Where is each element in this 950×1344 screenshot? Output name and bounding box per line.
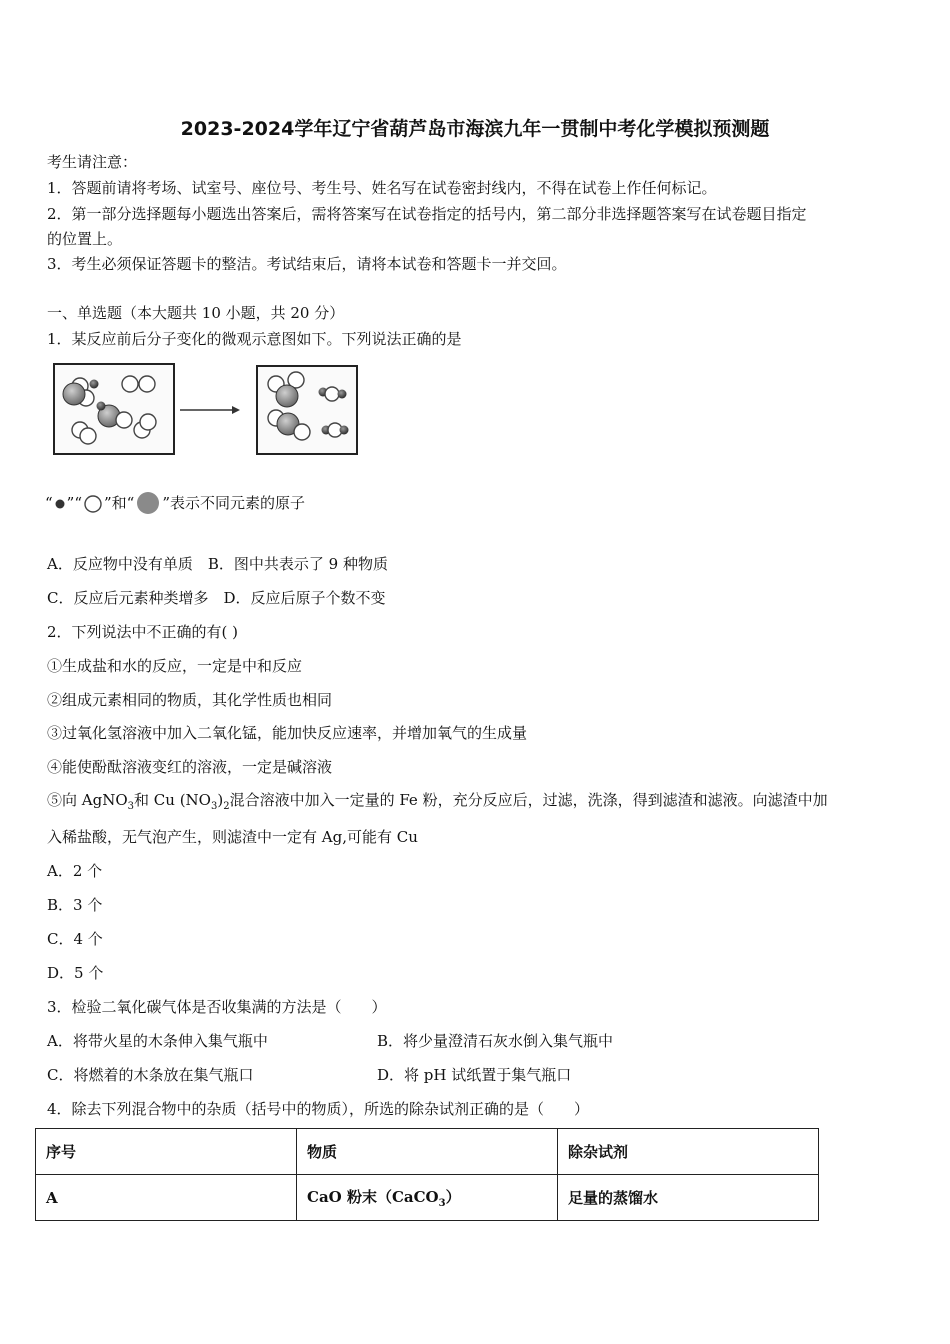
q4-table: [35, 1128, 819, 1221]
table-header-row: [36, 1129, 819, 1175]
q1-options-row1: [47, 553, 388, 574]
q2-statement-3: ③过氧化氢溶液中加入二氧化锰，能加快反应速率，并增加氧气的生成量: [47, 724, 528, 742]
q3-option-d[interactable]: D．将 pH 试纸置于集气瓶口: [377, 1066, 572, 1084]
notice-item-1: 1．答题前请将考场、试室号、座位号、考生号、姓名写在试卷密封线内，不得在试卷上作任何标记。: [47, 179, 717, 197]
page-title: 2023-2024学年辽宁省葫芦岛市海滨九年一贯制中考化学模拟预测题: [180, 118, 770, 140]
notice-item-2-cont: 的位置上。: [47, 230, 123, 248]
q1-option-d[interactable]: D．反应后原子个数不变: [223, 589, 386, 607]
q3-stem: 3．检验二氧化碳气体是否收集满的方法是（ ）: [47, 998, 387, 1016]
white-atom-icon: [82, 492, 104, 516]
notice-item-2: 2．第一部分选择题每小题选出答案后，需将答案写在试卷指定的括号内，第二部分非选择题答案写在试卷题目指定: [47, 205, 807, 223]
table-header-cell: 物质: [297, 1129, 558, 1175]
q1-option-b[interactable]: B．图中共表示了 9 种物质: [207, 555, 388, 573]
notice-heading: 考生请注意：: [47, 153, 138, 171]
q2-statement-5: ⑤向 AgNO$_3$和 Cu $(NO_3)_2$混合溶液中加入一定量的 Fe 粉，充分反应后，过滤，洗涤，得到滤渣和滤液。向滤渣中加: [47, 791, 828, 812]
q2-statement-5-cont: 入稀盐酸，无气泡产生，则滤渣中一定有 Ag,可能有 Cu: [47, 828, 418, 846]
q2-option-c[interactable]: C．4 个: [47, 930, 103, 948]
notice-item-3: 3．考生必须保证答题卡的整洁。考试结束后，请将本试卷和答题卡一并交回。: [47, 255, 567, 273]
q1-option-c[interactable]: C．反应后元素种类增多: [47, 589, 209, 607]
table-cell-reagent: 足量的蒸馏水: [558, 1175, 819, 1221]
q3-option-a[interactable]: A．将带火星的木条伸入集气瓶中: [47, 1032, 268, 1050]
q3-option-b[interactable]: B．将少量澄清石灰水倒入集气瓶中: [377, 1032, 614, 1050]
q1-options-row2: [47, 587, 386, 608]
reaction-diagram: [52, 360, 364, 460]
q2-statement-2: ②组成元素相同的物质，其化学性质也相同: [47, 691, 333, 709]
table-header-cell: 序号: [36, 1129, 297, 1175]
q2-option-b[interactable]: B．3 个: [47, 896, 103, 914]
large-gray-atom-icon: [134, 490, 162, 518]
table-header-cell: 除杂试剂: [558, 1129, 819, 1175]
table-row: [36, 1175, 819, 1221]
small-dark-atom-icon: [53, 498, 67, 510]
table-cell-id: A: [36, 1175, 297, 1221]
q1-option-a[interactable]: A．反应物中没有单质: [47, 555, 193, 573]
q3-option-c[interactable]: C．将燃着的木条放在集气瓶口: [47, 1066, 254, 1084]
section-heading: 一、单选题（本大题共 10 小题，共 20 分）: [47, 304, 345, 322]
q1-legend: “ ”“ ”和“ ”表示不同元素的原子: [45, 490, 305, 518]
q2-statement-4: ④能使酚酞溶液变红的溶液，一定是碱溶液: [47, 758, 333, 776]
q2-statement-1: ①生成盐和水的反应，一定是中和反应: [47, 657, 303, 675]
q2-stem: 2．下列说法中不正确的有( ): [47, 623, 239, 641]
q4-stem: 4．除去下列混合物中的杂质（括号中的物质），所选的除杂试剂正确的是（ ）: [47, 1100, 590, 1118]
q2-option-d[interactable]: D．5 个: [47, 964, 104, 982]
table-cell-substance: CaO 粉末（CaCO$_3$）: [297, 1175, 558, 1221]
q2-option-a[interactable]: A．2 个: [47, 862, 103, 880]
q1-stem: 1．某反应前后分子变化的微观示意图如下。下列说法正确的是: [47, 330, 462, 348]
